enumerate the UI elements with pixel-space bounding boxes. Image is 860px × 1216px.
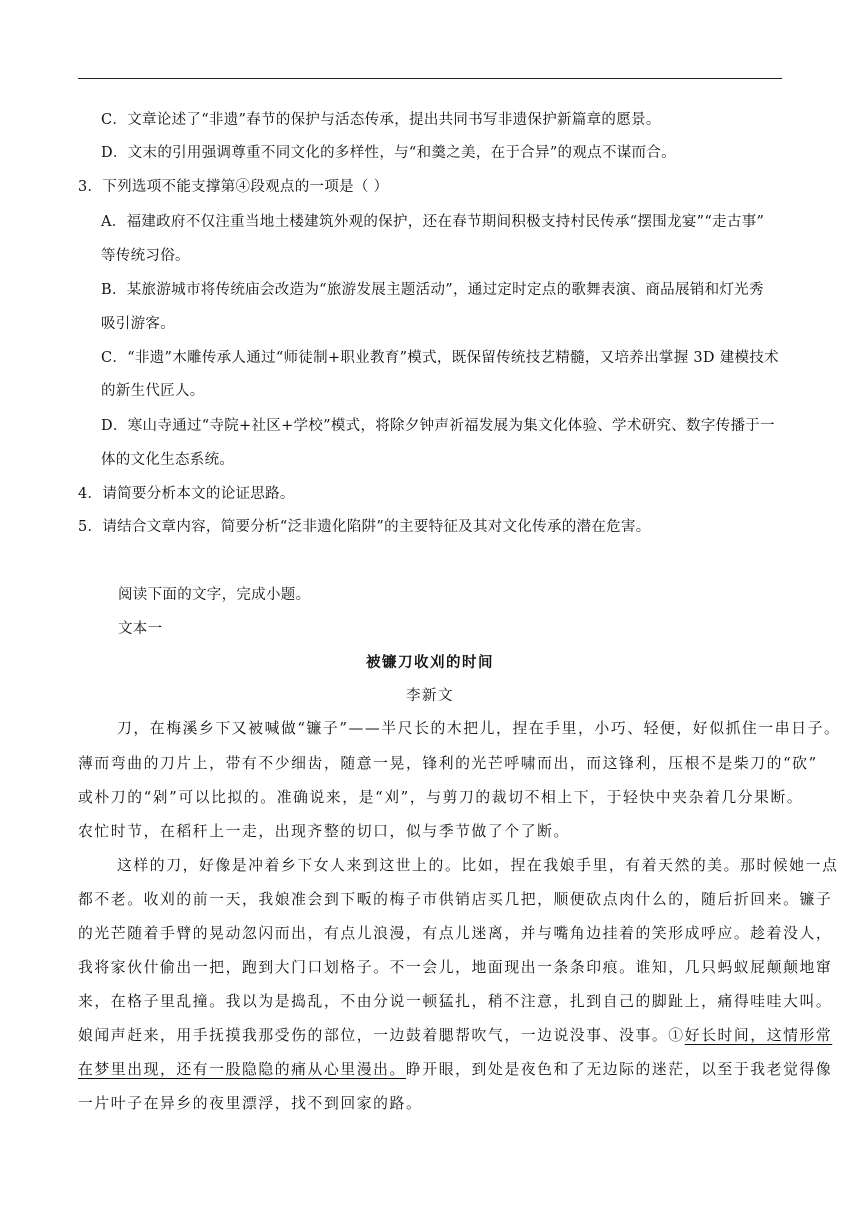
p1-line4: 农忙时节，在稻秆上一走，出现齐整的切口，似与季节做了个了断。 — [78, 823, 570, 840]
q3-option-b-line2: 吸引游客。 — [101, 316, 175, 332]
q3-option-c-line1: C．“非遗”木雕传承人通过“师徒制+职业教育”模式，既保留传统技艺精髓，又培养出掌握 3D 建模技术 — [101, 350, 779, 366]
q3-option-a-line1: A．福建政府不仅注重当地土楼建筑外观的保护，还在春节期间积极支持村民传承“摆围龙宴”“走古事” — [101, 214, 765, 230]
essay-title: 被镰刀收刈的时间 — [366, 654, 494, 671]
q3-stem: 3．下列选项不能支撑第④段观点的一项是（ ） — [78, 179, 389, 195]
p2-line6-text: 娘闻声赶来，用手抚摸我那受伤的部位，一边鼓着腮帮吹气，一边说没事、没事。 — [78, 1027, 669, 1044]
p2-line8: 一片叶子在异乡的夜里漂浮，找不到回家的路。 — [78, 1095, 423, 1112]
underlined-sentence-part2: 在梦里出现，还有一股隐隐的痛从心里漫出。 — [78, 1061, 406, 1078]
q5-stem: 5．请结合文章内容，简要分析“泛非遗化陷阱”的主要特征及其对文化传承的潜在危害。 — [78, 519, 651, 535]
reading-instruction: 阅读下面的文字，完成小题。 — [118, 587, 311, 603]
p2-line5: 来，在格子里乱撞。我以为是捣乱，不由分说一顿猛扎，稍不注意，扎到自己的脚趾上，痛得哇哇大叫。 — [78, 993, 833, 1010]
p2-line7-rest: 睁开眼，到处是夜色和了无边际的迷茫，以至于我老觉得像 — [405, 1061, 833, 1078]
p2-line3: 的光芒随着手臂的晃动忽闪而出，有点儿浪漫，有点儿迷离，并与嘴角边挂着的笑形成呼应。趁着没人， — [78, 925, 833, 942]
p1-line2: 薄而弯曲的刀片上，带有不少细齿，随意一晃，锋利的光芒呼啸而出，而这锋利，压根不是柴刀的“砍” — [78, 755, 818, 772]
p1-line3: 或朴刀的“剁”可以比拟的。准确说来，是“刈”，与剪刀的裁切不相上下，于轻快中夹杂着几分果断。 — [78, 789, 804, 806]
essay-author: 李新文 — [406, 688, 454, 704]
q2-option-d: D．文末的引用强调尊重不同文化的多样性，与“和羹之美，在于合异”的观点不谋而合。 — [101, 145, 676, 161]
text-label: 文本一 — [118, 621, 163, 637]
q3-option-d-line1: D．寒山寺通过“寺院+社区+学校”模式，将除夕钟声祈福发展为集文化体验、学术研究、数字传播于一 — [101, 418, 775, 434]
p2-line6 — [78, 1026, 833, 1046]
q3-option-d-line2: 体的文化生态系统。 — [101, 452, 235, 468]
header-rule — [78, 78, 782, 79]
p2-line4: 我将家伙什偷出一把，跑到大门口划格子。不一会儿，地面现出一条条印痕。谁知，几只蚂蚁屁颠颠地窜 — [78, 959, 833, 976]
p1-line1: 刀，在梅溪乡下又被喊做“镰子”——半尺长的木把儿，捏在手里，小巧、轻便，好似抓住一串日子。 — [117, 720, 841, 737]
q3-option-b-line1: B．某旅游城市将传统庙会改造为“旅游发展主题活动”，通过定时定点的歌舞表演、商品展销和灯光秀 — [101, 282, 764, 298]
sentence-marker-1: ① — [668, 1027, 685, 1044]
p2-line2: 都不老。收刈的前一天，我娘准会到下畈的梅子市供销店买几把，顺便砍点肉什么的，随后折回来。镰子 — [78, 891, 833, 908]
p2-line1: 这样的刀，好像是冲着乡下女人来到这世上的。比如，捏在我娘手里，有着天然的美。那时候她一点 — [117, 857, 839, 874]
q3-option-a-line2: 等传统习俗。 — [101, 248, 190, 264]
q2-option-c: C．文章论述了“非遗”春节的保护与活态传承，提出共同书写非遗保护新篇章的愿景。 — [101, 112, 661, 128]
underlined-sentence-part1: 好长时间，这情形常 — [684, 1027, 833, 1044]
p2-line7 — [78, 1060, 833, 1080]
q4-stem: 4．请简要分析本文的论证思路。 — [78, 486, 295, 502]
q3-option-c-line2: 的新生代匠人。 — [101, 383, 205, 399]
